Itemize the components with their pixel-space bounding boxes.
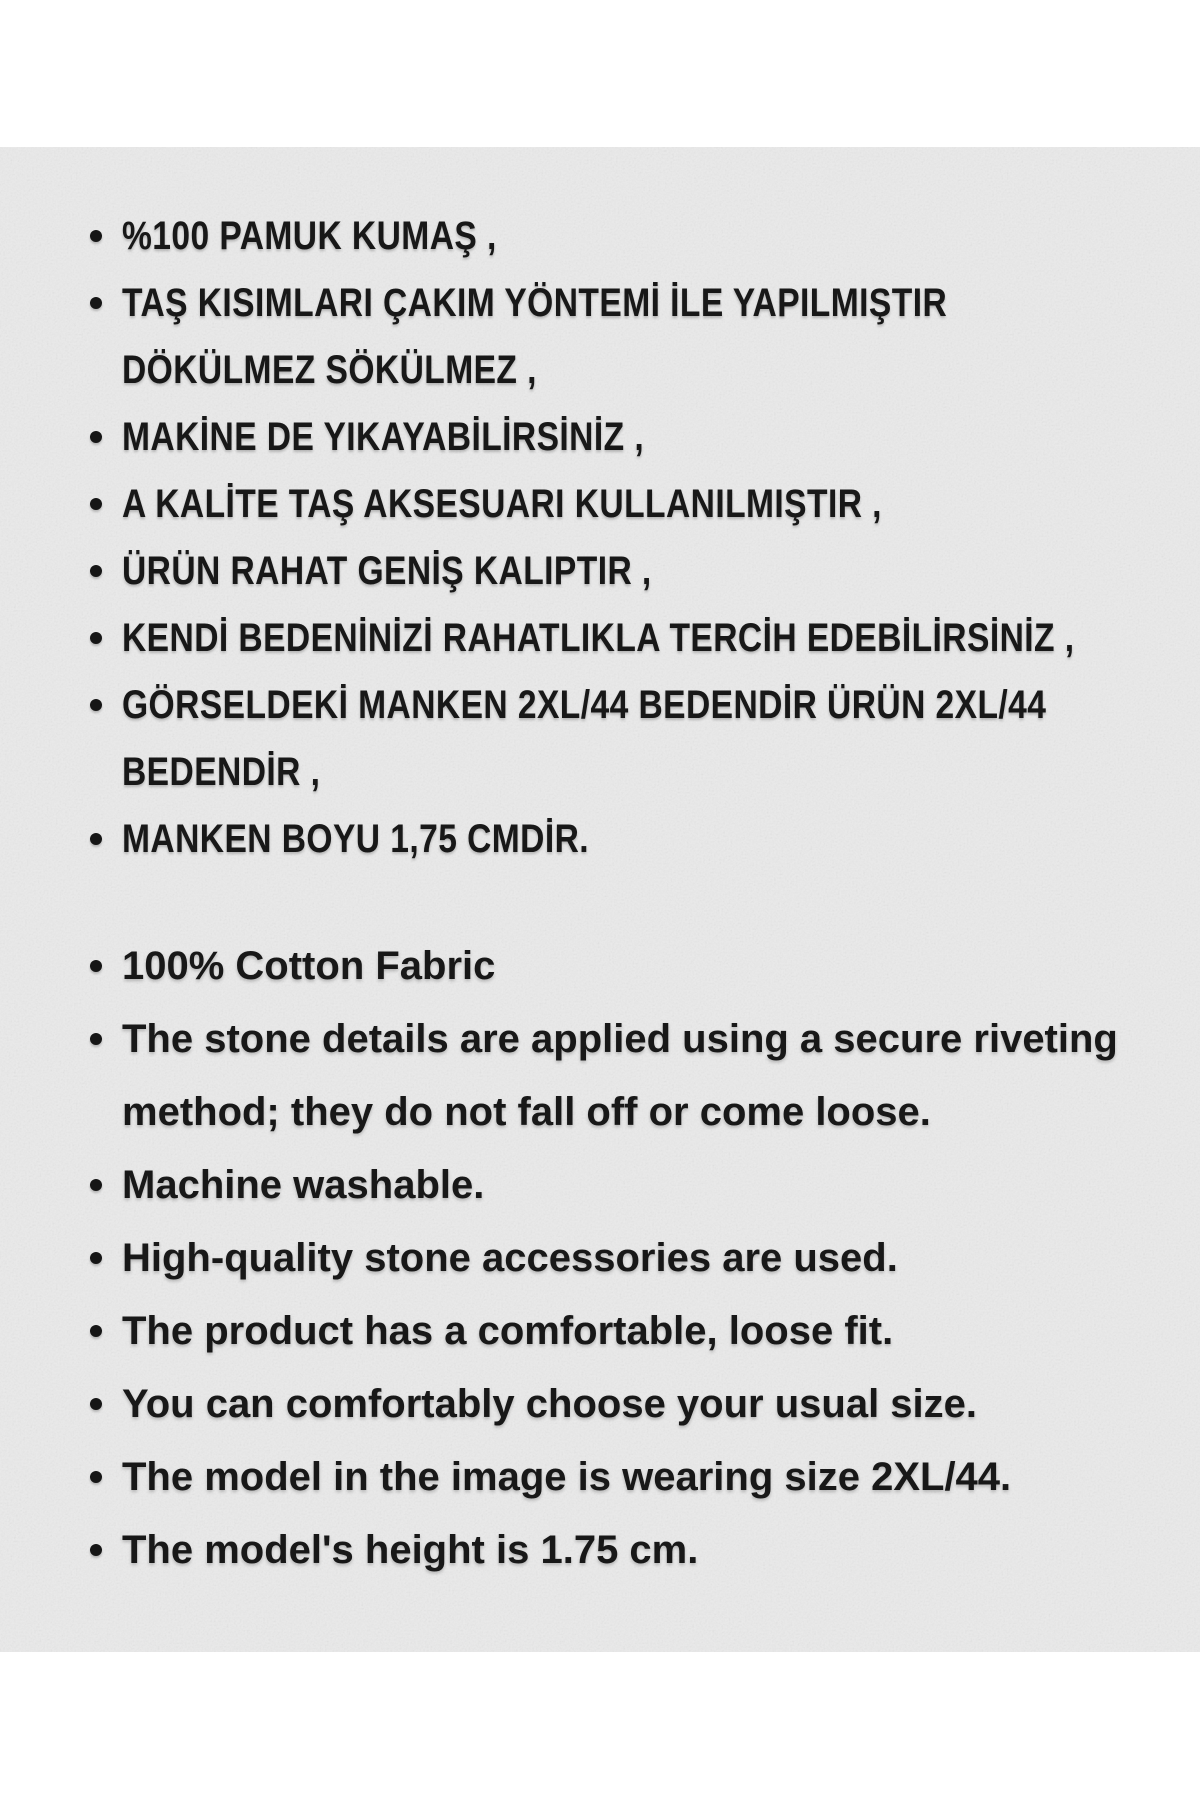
- bullet-icon: [90, 431, 102, 443]
- list-item-text: [122, 1222, 1170, 1295]
- list-item: [90, 203, 1170, 270]
- list-item-text: [122, 270, 1170, 404]
- bullet-icon: [90, 1544, 102, 1556]
- bottom-white-margin: [0, 1652, 1200, 1800]
- text-line: The model in the image is wearing size 2XL/44.: [122, 1455, 1012, 1499]
- paper-background: [0, 147, 1200, 1652]
- list-item-text: [122, 672, 1170, 806]
- list-item: [90, 605, 1170, 672]
- bullet-icon: [90, 297, 102, 309]
- list-item: [90, 1003, 1170, 1149]
- list-item: [90, 806, 1170, 873]
- list-item: [90, 1149, 1170, 1222]
- list-item-text: [122, 1441, 1170, 1514]
- list-item-text: [122, 930, 1170, 1003]
- bullet-icon: [90, 960, 102, 972]
- list-item: [90, 270, 1170, 404]
- text-line: GÖRSELDEKİ MANKEN 2XL/44 BEDENDİR ÜRÜN 2XL/44: [122, 683, 1047, 727]
- list-item-text: [122, 1149, 1170, 1222]
- text-line: 100% Cotton Fabric: [122, 944, 496, 988]
- list-item: [90, 672, 1170, 806]
- text-line: TAŞ KISIMLARI ÇAKIM YÖNTEMİ İLE YAPILMIŞTIR: [122, 281, 948, 325]
- text-line: Machine washable.: [122, 1163, 485, 1207]
- list-item-text: [122, 1514, 1170, 1587]
- list-item: [90, 1295, 1170, 1368]
- text-line: A KALİTE TAŞ AKSESUARI KULLANILMIŞTIR ,: [122, 482, 882, 526]
- bullet-icon: [90, 632, 102, 644]
- bullet-icon: [90, 1398, 102, 1410]
- text-line: BEDENDİR ,: [122, 750, 321, 794]
- list-item: [90, 1441, 1170, 1514]
- bullet-icon: [90, 230, 102, 242]
- list-item-text: [122, 1295, 1170, 1368]
- text-line: High-quality stone accessories are used.: [122, 1236, 898, 1280]
- bullet-icon: [90, 1252, 102, 1264]
- list-item: [90, 1368, 1170, 1441]
- text-line: DÖKÜLMEZ SÖKÜLMEZ ,: [122, 348, 537, 392]
- top-white-margin: [0, 0, 1200, 147]
- list-item-text: [122, 404, 1170, 471]
- list-item-text: [122, 471, 1170, 538]
- bullet-icon: [90, 498, 102, 510]
- bullet-icon: [90, 565, 102, 577]
- text-line: %100 PAMUK KUMAŞ ,: [122, 214, 497, 258]
- list-item: [90, 1222, 1170, 1295]
- text-line: MAKİNE DE YIKAYABİLİRSİNİZ ,: [122, 415, 645, 459]
- list-item-text: [122, 605, 1170, 672]
- text-line: The product has a comfortable, loose fit.: [122, 1309, 894, 1353]
- list-item: [90, 471, 1170, 538]
- bullet-icon: [90, 1325, 102, 1337]
- text-line: You can comfortably choose your usual size.: [122, 1382, 978, 1426]
- bullet-icon: [90, 1471, 102, 1483]
- turkish-bullet-list: [90, 203, 1170, 873]
- text-line: MANKEN BOYU 1,75 CMDİR.: [122, 817, 590, 861]
- bullet-icon: [90, 833, 102, 845]
- bullet-icon: [90, 699, 102, 711]
- text-line: KENDİ BEDENİNİZİ RAHATLIKLA TERCİH EDEBİLİRSİNİZ ,: [122, 616, 1075, 660]
- list-item-text: [122, 1368, 1170, 1441]
- bullet-icon: [90, 1179, 102, 1191]
- list-item: [90, 538, 1170, 605]
- list-item: [90, 1514, 1170, 1587]
- list-item: [90, 404, 1170, 471]
- list-item-text: [122, 1003, 1170, 1149]
- text-line: The model's height is 1.75 cm.: [122, 1528, 699, 1572]
- list-item-text: [122, 203, 1170, 270]
- list-item-text: [122, 538, 1170, 605]
- bullet-icon: [90, 1033, 102, 1045]
- english-bullet-list: [90, 930, 1170, 1587]
- text-line: The stone details are applied using a secure riveting: [122, 1017, 1118, 1061]
- text-line: ÜRÜN RAHAT GENİŞ KALIPTIR ,: [122, 549, 652, 593]
- text-line: method; they do not fall off or come loose.: [122, 1090, 931, 1134]
- list-item: [90, 930, 1170, 1003]
- list-item-text: [122, 806, 1170, 873]
